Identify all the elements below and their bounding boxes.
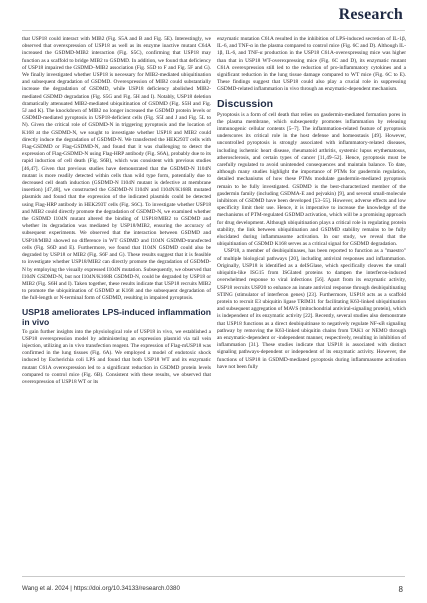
journal-brand: Research	[338, 6, 403, 23]
right-paragraph-3: USP18, a member of deubiquitinases, has been reported to function as a "maestro" of multiple biological pathways [20], including antiviral responses and inflammation. Originally, USP18 is identified as a deISGlase, which specifically cleaves the small ubiquitin-like ISG15 from ISGlated proteins to dampen the interferon-induced overwhelmed response to viral infections [56]. Apart from its enzymatic activity, USP18 recruits USP20 to enhance an innate antiviral response through deubiquitinating STING (stimulator of interferon genes) [23]. Furthermore, USP18 acts as a scaffold protein to recruit E3 ubiquitin ligase TRIM31 for facilitating K63-linked ubiquitination and subsequent aggregation of MAVS (mitochondrial antiviral-signaling protein), which is independent of its enzymatic activity [22]. Recently, several studies also demonstrate that USP18 functions as a direct deubiquitinase to negatively regulate NF-κB signaling pathway by removing the K63-linked ubiquitin chains from TAK1 or NEMO through an enzymatic-dependent or -independent manner, respectively, resulting in inhibition of inflammation [31]. These studies indicate that USP18 is associated with distinct signaling pathways-dependent or independent of its enzymatic activity. However, the functions of USP18 in GSDMD-mediated pyroptosis during inflammasome activation have not been fully	[217, 248, 406, 370]
footer-citation[interactable]: Wang et al. 2024 | https://doi.org/10.34133/research.0380	[22, 585, 180, 592]
left-paragraph-1: that USP18 could interact with MIB2 (Fig. S5A and B and Fig. 5E). Interestingly, we observed that overexpression of USP18 as well as its enzyme inactive mutant C64A increased the GSDMD-MIB2 interaction (Fig. S5C), confirming that USP18 may function as a scaffold to bridge MIB2 to GSDMD. In addition, we found that deficiency of USP18 impaired the GSDMD–MIB2 association (Fig. S5D to F and Fig. 5F and G). We finally investigated whether USP18 is necessary for MIB2-mediated ubiquitination and subsequent degradation of GSDMD. Overexpression of MIB2 could substantially increase the degradation of GSDMD, while USP18 deficiency abolished MIB2-mediated GSDMD degradation (Fig. S5G and Fig. 5H and I). Notably, USP18 deletion dramatically attenuated MIB2-mediated ubiquitination of GSDMD (Fig. S5H and Fig. 5J and K). The knockdown of MIB2 no longer increased the GSDMD protein levels or GSDMD-mediated pyroptosis in USP18-deficient cells (Fig. S5I and J and Fig. 5L to N). Given the critical role of GSDMD-N in triggering pyroptosis and the location of K168 at the GSDMD-N, we sought to investigate whether USP18 and MIB2 could directly induce the degradation of GSDMD-N. We transfected the HEK293T cells with Flag-GSDMD or Flag-GSDMD-N, and found that it was challenging to detect the expression of Flag-GSDMD-N using Flag-HRP antibody (Fig. S6A), probably due to its rapid induction of cell death (Fig. S6B), which was consistent with previous studies [46,47]. Given that previous studies have demonstrated that the GSDMD-N I104N mutant is more readily detected within cells than wild type form, potentially due to decreased cell death induction (GSDMD-N I104N mutant is defective at membrane insertion) [47,48], we constructed the GSDMD-N I104N and I104N/K168R mutated plasmids and found that the expression of the indicated plasmids could be detected using Flag-HRP antibody in HEK293T cells (Fig. S6C). To investigate whether USP18 and MIB2 could directly promote the degradation of GSDMD-N, we examined whether the GSDMD I104N mutant altered the binding of USP18/MIB2 to GSDMD and whether its degradation was mediated by USP18/MIB2, ensuring the accuracy of subsequent experiments. We observed that the interaction between GSDMD and USP18/MIB2 showed no difference in WT GSDMD and I104N GSDMD-transfected cells (Fig. S6D and E). Furthermore, we found that I104N GSDMD could also be degraded by USP18 or MIB2 (Fig. S6F and G). These results suggest that it is feasible to investigate whether USP18/MIB2 can directly promote the degradation of GSDMD-N by employing the visually expressed I104N mutation. Subsequently, we observed that I104N GSDMD-N, but not I104N/K168R GSDMD-N, could be degraded by USP18 or MIB2 (Fig. S6H and I). Taken together, these results indicate that USP18 recruits MIB2 to promote the ubiquitination of GSDMD at K168 and the subsequent degradation of the full-length or N-terminal form of GSDMD, resulting in impaired pyroptosis.	[22, 36, 211, 302]
footer-divider	[22, 576, 405, 577]
page-number: 8	[398, 585, 403, 594]
section-heading-discussion: Discussion	[217, 97, 274, 110]
right-column	[217, 36, 406, 371]
header-divider	[22, 30, 405, 31]
right-paragraph-1: enzymatic mutation C61A resulted in the inhibition of LPS-induced secretion of IL-1β, IL-6, and TNF-α in the plasma compared to control mice (Fig. 6C and D). Although IL-1β, IL-6, and TNF-α production in the USP18 C61A-overexpressing mice was higher than that in USP18 WT-overexpressing mice (Fig. 6C and D), its enzymatic mutant C61A overexpression still led to the reduction of pro-inflammatory cytokines and a significant reduction in the lung tissue damage compared to WT mice (Fig. 6C to E). These findings suggest that USP18 could also play a crucial role in suppressing GSDMD-related inflammation in vivo through an enzymatic-dependent mechanism.	[217, 36, 406, 93]
left-paragraph-2: To gain further insights into the physiological role of USP18 in vivo, we established a USP18 overexpression model by administering an expression plasmid via tail vein injection, utilizing an in vivo transfection reagent. The expression of Flag-mUSP18 was confirmed in the lung tissues (Fig. 6A). We employed a model of endotoxic shock induced by Escherichia coli LPS and found that both USP18 WT and its enzymatic mutant C61A overexpression led to a significant reduction in GSDMD protein levels compared to control mice (Fig. 6B). Consistent with these results, we observed that overexpression of USP18 WT or its	[22, 328, 211, 385]
subsection-heading: USP18 ameliorates LPS-induced inflammation in vivo	[22, 306, 211, 327]
left-column	[22, 36, 211, 386]
right-paragraph-2: Pyroptosis is a form of cell death that relies on gasdermin-mediated formation pores in the plasma membrane, which subsequently promotes inflammation by releasing immunogenic cellular contents [5–7]. The inflammation-related feature of pyroptosis underscores its critical role in the host defense and homeostasis [49]. However, uncontrolled pyroptosis is strongly associated with inflammatory-related diseases, including ischemic heart disease, rheumatoid arthritis, systemic lupus erythematosus, atherosclerosis, and certain types of cancer [11,49–52]. Hence, pyroptosis must be carefully regulated to avoid unintended consequences and maintain balance. To date, although many studies highlight the importance of PTMs for gasdermin regulation, detailed mechanisms of how these PTMs modulate gasdermin-mediated pyroptosis remain to be fully investigated. GSDMD is the best-characterized member of the gasdermin family (including GSDMA-E and pejvakin) [9], and several small-molecule inhibitors of GSDMD have been developed [53–55]. However, adverse effects and low specificity limit their use. Hence, it is imperative to increase the knowledge of the mechanisms of PTM-regulated GSDMD activation, which will be a promising approach for drug development. Although ubiquitination plays a critical role in regulating protein stability, the link between ubiquitination and GSDMD stability remains to be fully elucidated during inflammasome activation. In our study, we reveal that the ubiquitination of GSDMD K168 serves as a critical signal for GSDMD degradation.	[217, 111, 406, 248]
